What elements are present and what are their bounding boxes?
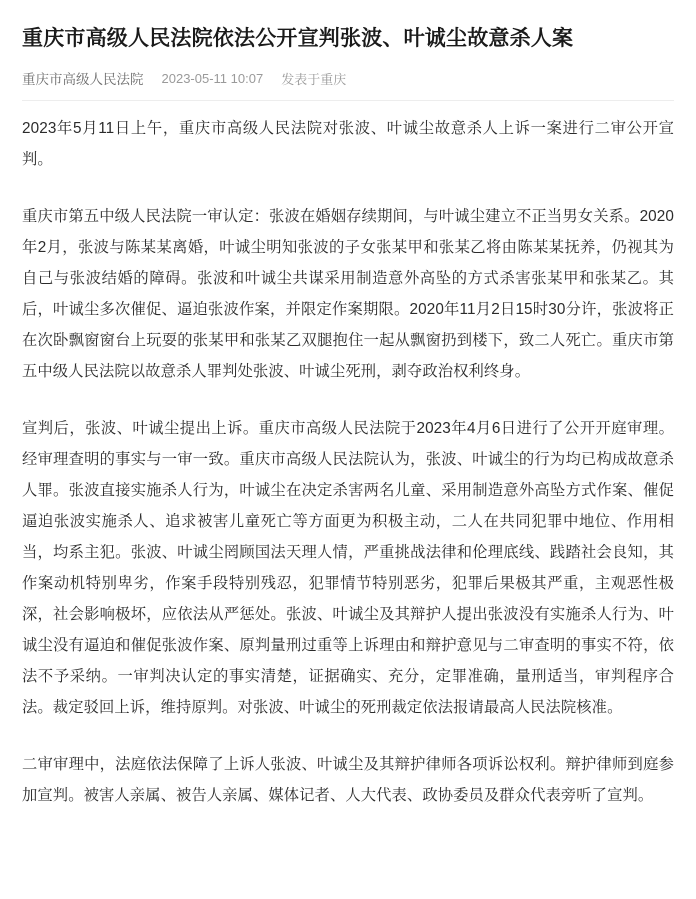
article-source[interactable]: 重庆市高级人民法院 (22, 72, 144, 87)
article-location: 发表于重庆 (281, 71, 347, 87)
article-timestamp: 2023-05-11 10:07 (161, 70, 264, 86)
article-paragraph: 2023年5月11日上午，重庆市高级人民法院对张波、叶诚尘故意杀人上诉一案进行二审公开宣判。 (22, 120, 674, 168)
article-paragraph: 重庆市第五中级人民法院一审认定：张波在婚姻存续期间，与叶诚尘建立不正当男女关系。2020年2月，张波与陈某某离婚，叶诚尘明知张波的子女张某甲和张某乙将由陈某某抚养，仍视其为自己与张波结婚的障碍。张波和叶诚尘共谋采用制造意外高坠的方式杀害张某甲和张某乙。其后，叶诚尘多次催促、逼迫张波作案，并限定作案期限。2020年11月2日15时30分许，张波将正在次卧飘窗窗台上玩耍的张某甲和张某乙双腿抱住一起从飘窗扔到楼下，致二人死亡。重庆市第五中级人民法院以故意杀人罪判处张波、叶诚尘死刑，剥夺政治权利终身。 (22, 208, 674, 380)
article-paragraph: 二审审理中，法庭依法保障了上诉人张波、叶诚尘及其辩护律师各项诉讼权利。辩护律师到庭参加宣判。被害人亲属、被告人亲属、媒体记者、人大代表、政协委员及群众代表旁听了宣判。 (22, 756, 674, 804)
meta-divider (22, 100, 674, 101)
article-paragraph: 宣判后，张波、叶诚尘提出上诉。重庆市高级人民法院于2023年4月6日进行了公开开庭审理。经审理查明的事实与一审一致。重庆市高级人民法院认为，张波、叶诚尘的行为均已构成故意杀人罪。张波直接实施杀人行为，叶诚尘在决定杀害两名儿童、采用制造意外高坠方式作案、催促逼迫张波实施杀人、追求被害儿童死亡等方面更为积极主动，二人在共同犯罪中地位、作用相当，均系主犯。张波、叶诚尘罔顾国法天理人情，严重挑战法律和伦理底线、践踏社会良知，其作案动机特别卑劣，作案手段特别残忍，犯罪情节特别恶劣，犯罪后果极其严重，主观恶性极深，社会影响极坏，应依法从严惩处。张波、叶诚尘及其辩护人提出张波没有实施杀人行为、叶诚尘没有逼迫和催促张波作案、原判量刑过重等上诉理由和辩护意见与二审查明的事实不符，依法不予采纳。一审判决认定的事实清楚，证据确实、充分，定罪准确，量刑适当，审判程序合法。裁定驳回上诉，维持原判。对张波、叶诚尘的死刑裁定依法报请最高人民法院核准。 (22, 420, 674, 716)
article-meta (22, 68, 674, 88)
article-body (22, 113, 674, 811)
page-title: 重庆市高级人民法院依法公开宣判张波、叶诚尘故意杀人案 (22, 27, 574, 50)
